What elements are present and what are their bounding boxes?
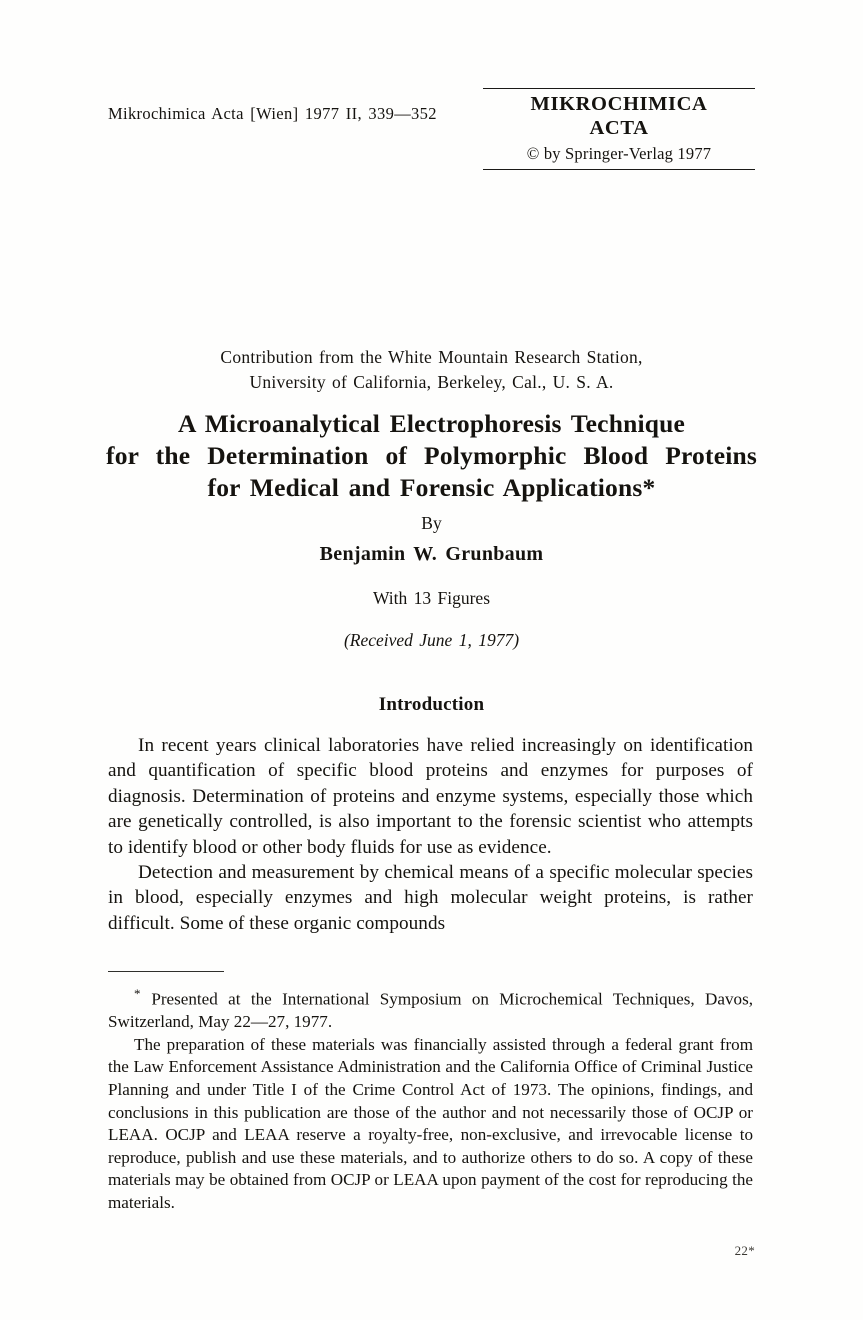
- title-line-2: for the Determination of Polymorphic Blood Proteins: [106, 441, 757, 471]
- footnote-divider: [108, 971, 224, 972]
- journal-masthead: [483, 88, 755, 170]
- journal-title: [483, 93, 755, 141]
- affiliation-line-1: Contribution from the White Mountain Research Station,: [220, 347, 643, 367]
- received-date: (Received June 1, 1977): [343, 630, 520, 650]
- footnote-text-1: Presented at the International Symposium on Microchemical Techniques, Davos, Switzerland, May 22—27, 1977.: [108, 989, 753, 1032]
- affiliation-line-2: University of California, Berkeley, Cal., U. S. A.: [249, 371, 614, 392]
- journal-title-line-1: MIKROCHIMICA: [530, 93, 708, 115]
- body-paragraph-1: In recent years clinical laboratories have relied increasingly on identification and quantification of specific blood proteins and enzymes for purposes of diagnosis. Determination of proteins and enzyme systems, especially those which are genetically controlled, is also important to the forensic scientist who attempts to identify blood or other body fluids for use as evidence.: [108, 735, 753, 858]
- section-heading-introduction: Introduction: [378, 694, 485, 715]
- footnote-paragraph-2: The preparation of these materials was financially assisted through a federal grant from the Law Enforcement Assistance Administration and the California Office of Criminal Justice Planning and under Title I of the Crime Control Act of 1973. The opinions, findings, and conclusions in this publication are those of the author and not necessarily those of OCJP or LEAA. OCJP and LEAA reserve a royalty-free, non-exclusive, and irrevocable license to reproduce, publish and use these materials, and to authorize others to do so. A copy of these materials may be obtained from OCJP or LEAA upon payment of the cost for reproducing the materials.: [108, 1034, 753, 1213]
- by-word: By: [421, 513, 442, 533]
- author-name: Benjamin W. Grunbaum: [319, 543, 544, 565]
- title-line-3: for Medical and Forensic Applications*: [207, 473, 656, 503]
- signature-mark: 22*: [734, 1243, 755, 1258]
- copyright-line: © by Springer-Verlag 1977: [526, 143, 712, 163]
- journal-title-line-2: ACTA: [589, 116, 649, 139]
- footnote-paragraph-1: [108, 983, 753, 1034]
- body-text: [108, 733, 753, 936]
- title-line-1: A Microanalytical Electrophoresis Technique: [177, 409, 686, 438]
- footnote-marker: *: [134, 986, 141, 1001]
- body-paragraph-2: Detection and measurement by chemical means of a specific molecular species in blood, especially enzymes and high molecular weight proteins, is rather difficult. Some of these organic compounds: [108, 862, 753, 934]
- page-header: [108, 88, 755, 170]
- article-title: [70, 408, 793, 504]
- running-head: Mikrochimica Acta [Wien] 1977 II, 339—352: [108, 104, 437, 123]
- footnote-block: [108, 983, 753, 1215]
- figures-note: With 13 Figures: [372, 588, 491, 608]
- affiliation-block: [108, 345, 755, 395]
